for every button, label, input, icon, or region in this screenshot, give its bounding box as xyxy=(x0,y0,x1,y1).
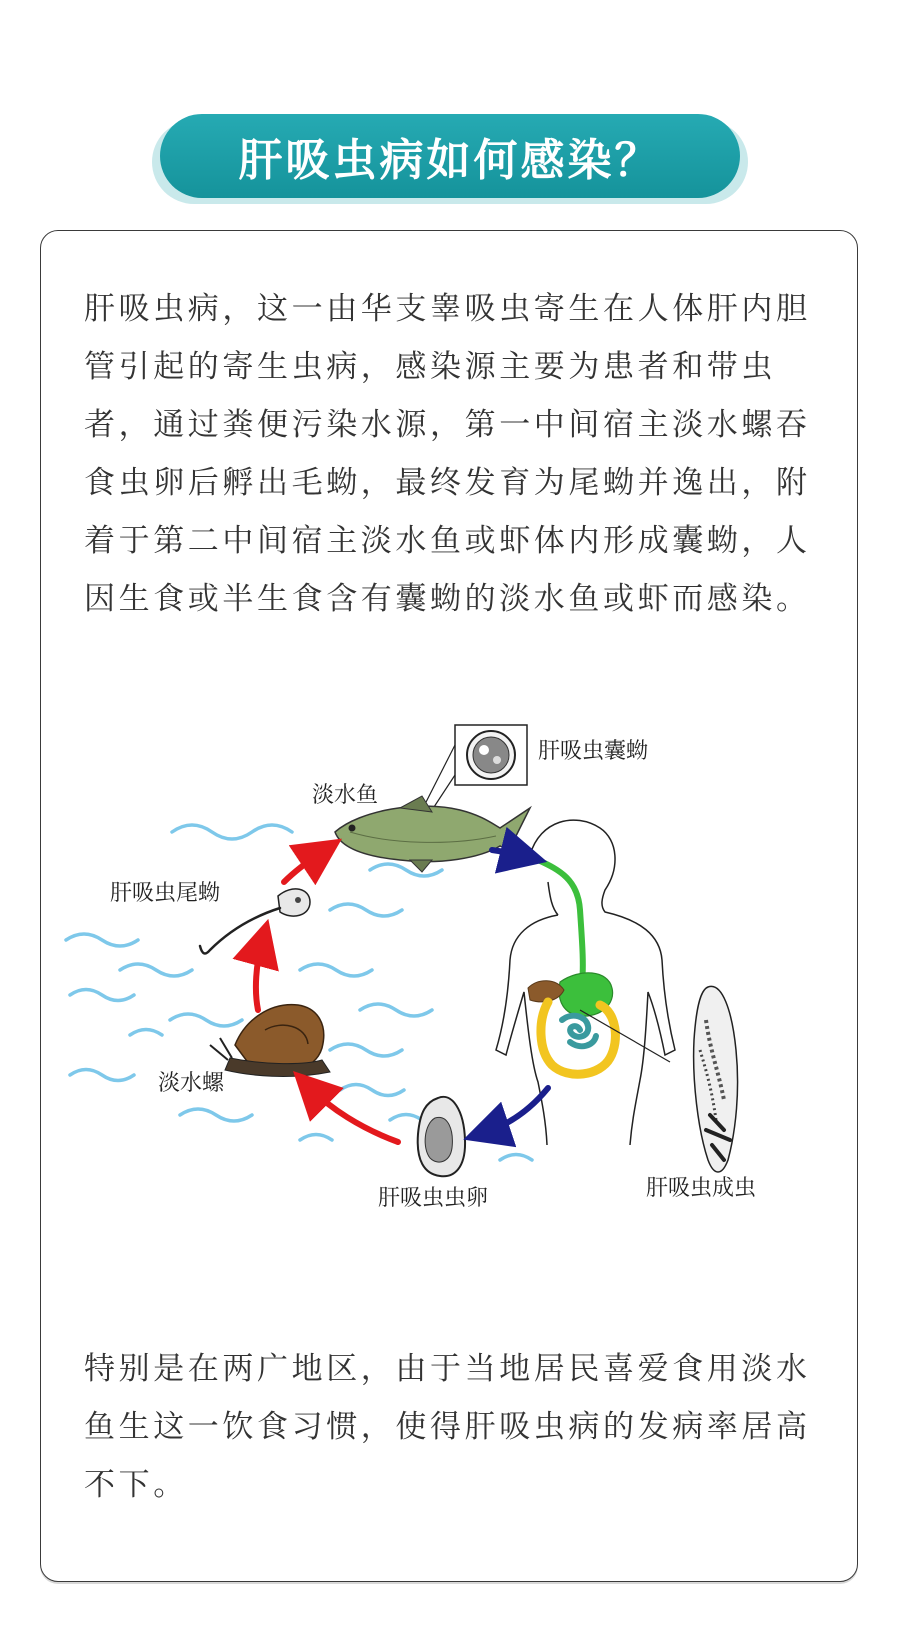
label-snail: 淡水螺 xyxy=(158,1071,225,1096)
title-banner xyxy=(160,114,740,202)
red-cycle-arrows xyxy=(256,852,398,1142)
water-waves xyxy=(66,825,532,1160)
life-cycle-diagram xyxy=(60,720,840,1280)
snail-icon xyxy=(210,1005,330,1077)
title-pill xyxy=(160,114,740,198)
label-cercaria: 肝吸虫尾蚴 xyxy=(110,881,221,906)
page-title: 肝吸虫病如何感染？ xyxy=(238,135,662,186)
label-fish: 淡水鱼 xyxy=(312,783,379,808)
egg-icon xyxy=(418,1097,465,1176)
metacercaria-icon xyxy=(422,725,527,810)
label-adult: 肝吸虫成虫 xyxy=(646,1176,757,1201)
adult-fluke-icon xyxy=(694,986,738,1172)
label-metacercaria: 肝吸虫囊蚴 xyxy=(538,739,649,764)
label-egg: 肝吸虫虫卵 xyxy=(378,1186,489,1211)
closing-paragraph: 特别是在两广地区，由于当地居民喜爱食用淡水鱼生这一饮食习惯，使得肝吸虫病的发病率居高不下。 xyxy=(84,1351,811,1503)
intro-paragraph: 肝吸虫病，这一由华支睾吸虫寄生在人体肝内胆管引起的寄生虫病，感染源主要为患者和带虫者，通过粪便污染水源，第一中间宿主淡水螺吞食虫卵后孵出毛蚴，最终发育为尾蚴并逸出，附着于第二中间宿主淡水鱼或虾体内形成囊蚴，人因生食或半生食含有囊蚴的淡水鱼或虾而感染。 xyxy=(84,291,811,617)
